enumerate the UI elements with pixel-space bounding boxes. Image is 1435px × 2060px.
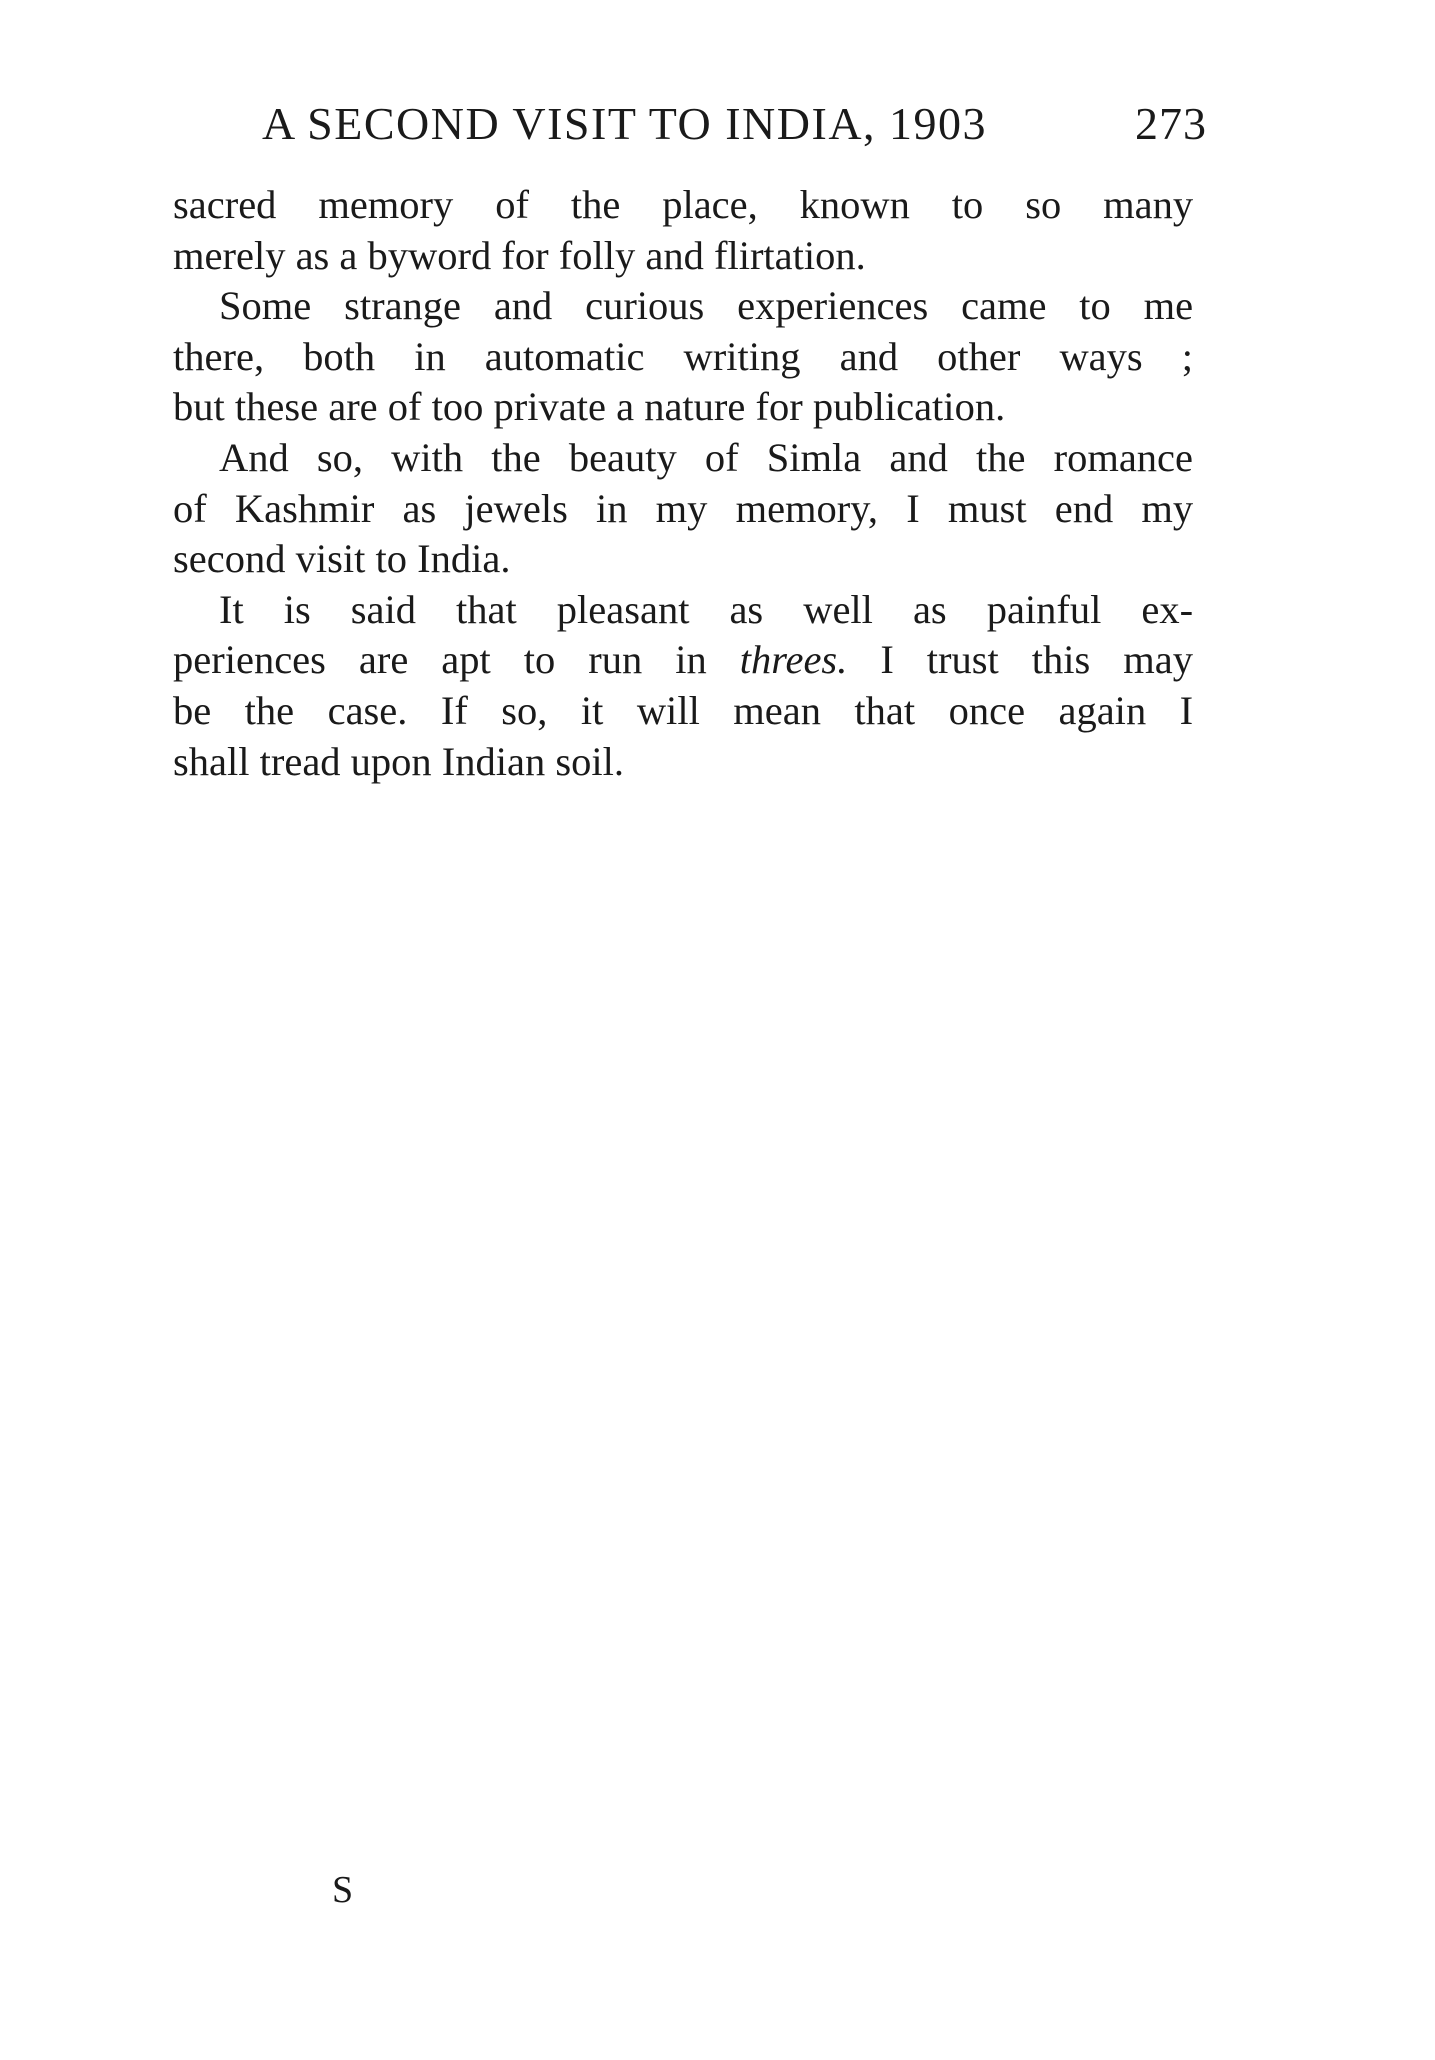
- word: the: [975, 434, 1026, 480]
- word: will: [636, 687, 700, 733]
- word: automatic: [484, 333, 645, 379]
- page-number: 273: [1135, 98, 1207, 149]
- word: so,: [316, 434, 363, 480]
- word: said: [350, 586, 417, 632]
- word: beauty: [568, 434, 677, 480]
- text-line: [173, 281, 1193, 332]
- word: place,: [662, 182, 758, 227]
- text-line: merely as a byword for folly and flirtation.: [173, 232, 866, 278]
- word: romance: [1053, 434, 1193, 480]
- word: strange: [344, 283, 462, 329]
- running-head-title: A SECOND VISIT TO INDIA, 1903: [262, 98, 988, 149]
- word: the: [244, 687, 295, 733]
- word: ex-: [1141, 586, 1194, 632]
- word: of: [704, 434, 739, 480]
- word: ;: [1181, 333, 1194, 379]
- text-line: but these are of too private a nature for publication.: [173, 384, 1006, 430]
- word: painful: [986, 586, 1102, 632]
- word: in: [414, 333, 446, 379]
- word: my: [1141, 485, 1194, 531]
- word: mean: [733, 687, 821, 733]
- word: that: [854, 687, 916, 733]
- word: It: [219, 586, 244, 632]
- word: other: [937, 333, 1021, 379]
- text-line: shall tread upon Indian soil.: [173, 738, 625, 784]
- word: as: [402, 485, 437, 531]
- word: of: [495, 182, 529, 227]
- text-line: [173, 686, 1193, 737]
- word: again: [1058, 687, 1147, 733]
- word: must: [947, 485, 1027, 531]
- word: experiences: [737, 283, 929, 329]
- word: be: [173, 687, 212, 733]
- text-line: [173, 484, 1193, 535]
- word: Kashmir: [234, 485, 375, 531]
- word: the: [491, 434, 541, 480]
- text-line: [173, 332, 1193, 383]
- word: Some: [219, 283, 312, 329]
- word: known: [799, 182, 910, 227]
- text-line: periences are apt to run in threes. I trust this may: [173, 637, 1193, 683]
- text-line: [173, 585, 1193, 636]
- word: in: [596, 485, 628, 531]
- word: well: [803, 586, 873, 632]
- word: to: [951, 182, 984, 227]
- signature-mark: S: [332, 1869, 354, 1911]
- word: both: [303, 333, 376, 379]
- word: of: [173, 485, 207, 531]
- word: ways: [1059, 333, 1143, 379]
- word: curious: [585, 283, 705, 329]
- word: as: [729, 586, 764, 632]
- word: me: [1143, 283, 1194, 329]
- word: Simla: [766, 434, 862, 480]
- word: and: [839, 333, 899, 379]
- word: my: [655, 485, 708, 531]
- word: many: [1103, 182, 1194, 227]
- word: as: [912, 586, 947, 632]
- word: that: [456, 586, 517, 632]
- word: pleasant: [556, 586, 690, 632]
- word: it: [580, 687, 604, 733]
- body-text: [173, 180, 1193, 787]
- word: to: [1079, 283, 1111, 329]
- word: case.: [327, 687, 408, 733]
- word: I: [1179, 687, 1194, 733]
- text-line: [173, 180, 1193, 231]
- word: came: [961, 283, 1047, 329]
- word: the: [570, 182, 621, 227]
- word: with: [391, 434, 464, 480]
- word: and: [493, 283, 553, 329]
- word: and: [889, 434, 948, 480]
- word: sacred: [173, 182, 277, 227]
- word: is: [283, 586, 311, 632]
- word: writing: [683, 333, 801, 379]
- word: there,: [173, 333, 265, 379]
- word: I: [906, 485, 920, 531]
- word: so,: [501, 687, 548, 733]
- word: And: [219, 434, 289, 480]
- word: end: [1054, 485, 1114, 531]
- word: memory,: [735, 485, 879, 531]
- text-line: [173, 433, 1193, 484]
- word: once: [948, 687, 1026, 733]
- word: jewels: [464, 485, 568, 531]
- word: so: [1025, 182, 1062, 227]
- text-line: second visit to India.: [173, 536, 511, 582]
- italic-word: threes.: [739, 637, 848, 683]
- word: If: [440, 687, 468, 733]
- word: memory: [318, 182, 454, 227]
